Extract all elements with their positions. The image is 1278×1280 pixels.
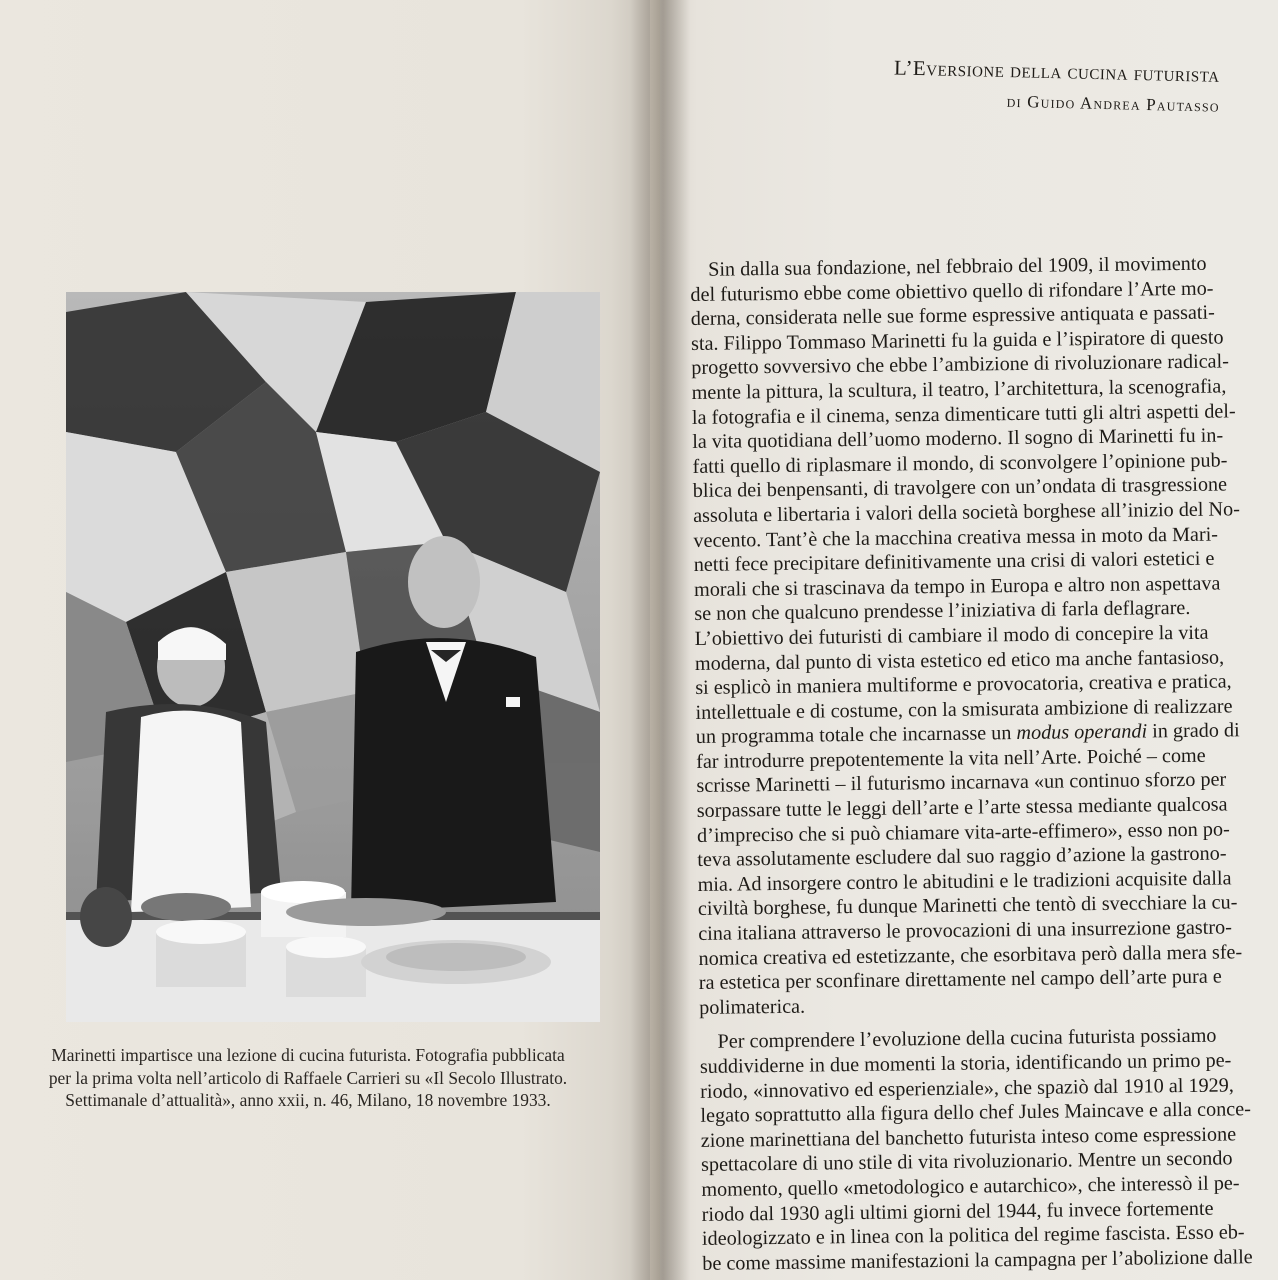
body-text-line: far introdurre prepotentemente la vita nell’Arte. Poiché – come bbox=[696, 744, 1206, 773]
body-text-line: la fotografia e il cinema, senza dimenticare tutti gli altri aspetti del- bbox=[691, 399, 1236, 429]
caption-line: Marinetti impartisce una lezione di cucina futurista. Fotografia pubblicata bbox=[51, 1045, 565, 1065]
body-text-line: spettacolare di uno stile di vita rivoluzionario. Mentre un secondo bbox=[700, 1147, 1233, 1177]
body-text-line: netti fece precipitare definitivamente una crisi di valori estetici e bbox=[693, 547, 1215, 577]
body-text-line: derna, considerata nelle sue forme espressive antiquata e passati- bbox=[690, 301, 1215, 331]
body-text-line: progetto sovversivo che ebbe l’ambizione di rivoluzionare radical- bbox=[691, 350, 1230, 380]
body-text-line: blica dei benpensanti, di travolgere con un’ondata di trasgressione bbox=[692, 473, 1228, 503]
book-gutter bbox=[630, 0, 690, 1280]
body-text-line: zione marinettiana del banchetto futurista inteso come espressione bbox=[700, 1123, 1237, 1152]
body-text-line: se non che qualcuno prendesse l’iniziativa di farla deflagrare. bbox=[694, 597, 1191, 626]
body-text-line: la vita quotidiana dell’uomo moderno. Il sogno di Marinetti fu in- bbox=[692, 424, 1224, 454]
body-text-line: assoluta e libertaria i valori della società borghese all’inizio del No- bbox=[693, 498, 1240, 527]
caption-line: per la prima volta nell’articolo di Raffaele Carrieri su «Il Secolo Illustrato. bbox=[48, 1067, 568, 1088]
body-text-line: vecento. Tant’è che la macchina creativa messa in moto da Mari- bbox=[693, 523, 1219, 552]
photograph-marinetti-cooking-lesson bbox=[66, 292, 600, 1022]
body-text-line: mia. Ad insorgere contro le abitudini e le tradizioni acquisite dalla bbox=[697, 867, 1232, 896]
body-text-line: fatti quello di riplasmare il mondo, di sconvolgere l’opinione pub- bbox=[692, 449, 1228, 478]
body-text-line: suddividerne in due momenti la storia, identificando un primo pe- bbox=[699, 1049, 1232, 1078]
body-text-line: d’impreciso che si può chiamare vita-arte-effimero», esso non po- bbox=[696, 818, 1230, 847]
body-text-line: legato soprattutto alla figura dello chef Jules Maincave e alla conce- bbox=[700, 1098, 1252, 1128]
caption-line: Settimanale d’attualità», anno xxii, n. 46, Milano, 18 novembre 1933. bbox=[65, 1090, 551, 1110]
body-text-line: scrisse Marinetti – il futurismo incarnava «un continuo sforzo per bbox=[696, 768, 1227, 798]
body-text-line: momento, quello «metodologico e autarchico», che interessò il pe- bbox=[701, 1172, 1240, 1201]
body-text-line: be come massime manifestazioni la campagna per l’abolizione dalle bbox=[702, 1245, 1253, 1275]
body-text-line: intellettuale e di costume, con la smisurata ambizione di realizzare bbox=[695, 695, 1233, 724]
body-text-line: riodo dal 1930 agli ultimi giorni del 1944, fu invece fortemente bbox=[701, 1197, 1214, 1226]
body-text-line: nomica creativa ed estetizzante, che esorbitava però dalla mera sfe- bbox=[698, 940, 1243, 970]
body-text-line: ideologizzato e in linea con la politica del regime fascista. Esso eb- bbox=[701, 1221, 1245, 1251]
body-text-line: del futurismo ebbe come obiettivo quello di rifondare l’Arte mo- bbox=[690, 277, 1214, 306]
body-text-line: un programma totale che incarnasse un modus operandi in grado di bbox=[695, 719, 1240, 749]
body-text-line: ra estetica per sconfinare direttamente nel campo dell’arte pura e bbox=[698, 965, 1222, 995]
chapter-title: L’Eversione della cucina futurista bbox=[893, 55, 1220, 87]
body-text-line: Sin dalla sua fondazione, nel febbraio del 1909, il movimento bbox=[708, 252, 1207, 281]
body-text-line: Per comprendere l’evoluzione della cucina futurista possiamo bbox=[717, 1025, 1217, 1054]
body-text-line: moderna, dal punto di vista estetico ed etico ma anche fantasioso, bbox=[694, 646, 1225, 675]
body-text-line: si esplicò in maniera multiforme e provocatoria, creativa e pratica, bbox=[695, 670, 1232, 700]
body-text-line: sta. Filippo Tommaso Marinetti fu la guida e l’ispiratore di questo bbox=[690, 326, 1224, 355]
chapter-body-text bbox=[690, 251, 1253, 1276]
body-text-line: polimaterica. bbox=[699, 995, 806, 1019]
body-text-line: civiltà borghese, fu dunque Marinetti che tentò di svecchiare la cu- bbox=[697, 891, 1238, 921]
body-text-line: sorpassare tutte le leggi dell’arte e l’arte stessa mediante qualcosa bbox=[696, 793, 1228, 823]
body-text-line: riodo, «innovativo ed esperienziale», che spaziò dal 1910 al 1929, bbox=[700, 1074, 1234, 1103]
body-text-line: teva assolutamente escludere dal suo raggio d’azione la gastrono- bbox=[697, 842, 1227, 872]
body-text-line: mente la pittura, la scultura, il teatro, l’architettura, la scenografia, bbox=[691, 375, 1227, 404]
photo-caption bbox=[18, 1044, 598, 1112]
body-text-line: cina italiana attraverso le provocazioni di una insurrezione gastro- bbox=[698, 916, 1232, 945]
body-text-line: L’obiettivo dei futuristi di cambiare il modo di concepire la vita bbox=[694, 621, 1209, 650]
body-text-line: morali che si trascinava da tempo in Europa e altro non aspettava bbox=[693, 572, 1221, 601]
chapter-author: di Guido Andrea Pautasso bbox=[1006, 91, 1220, 116]
